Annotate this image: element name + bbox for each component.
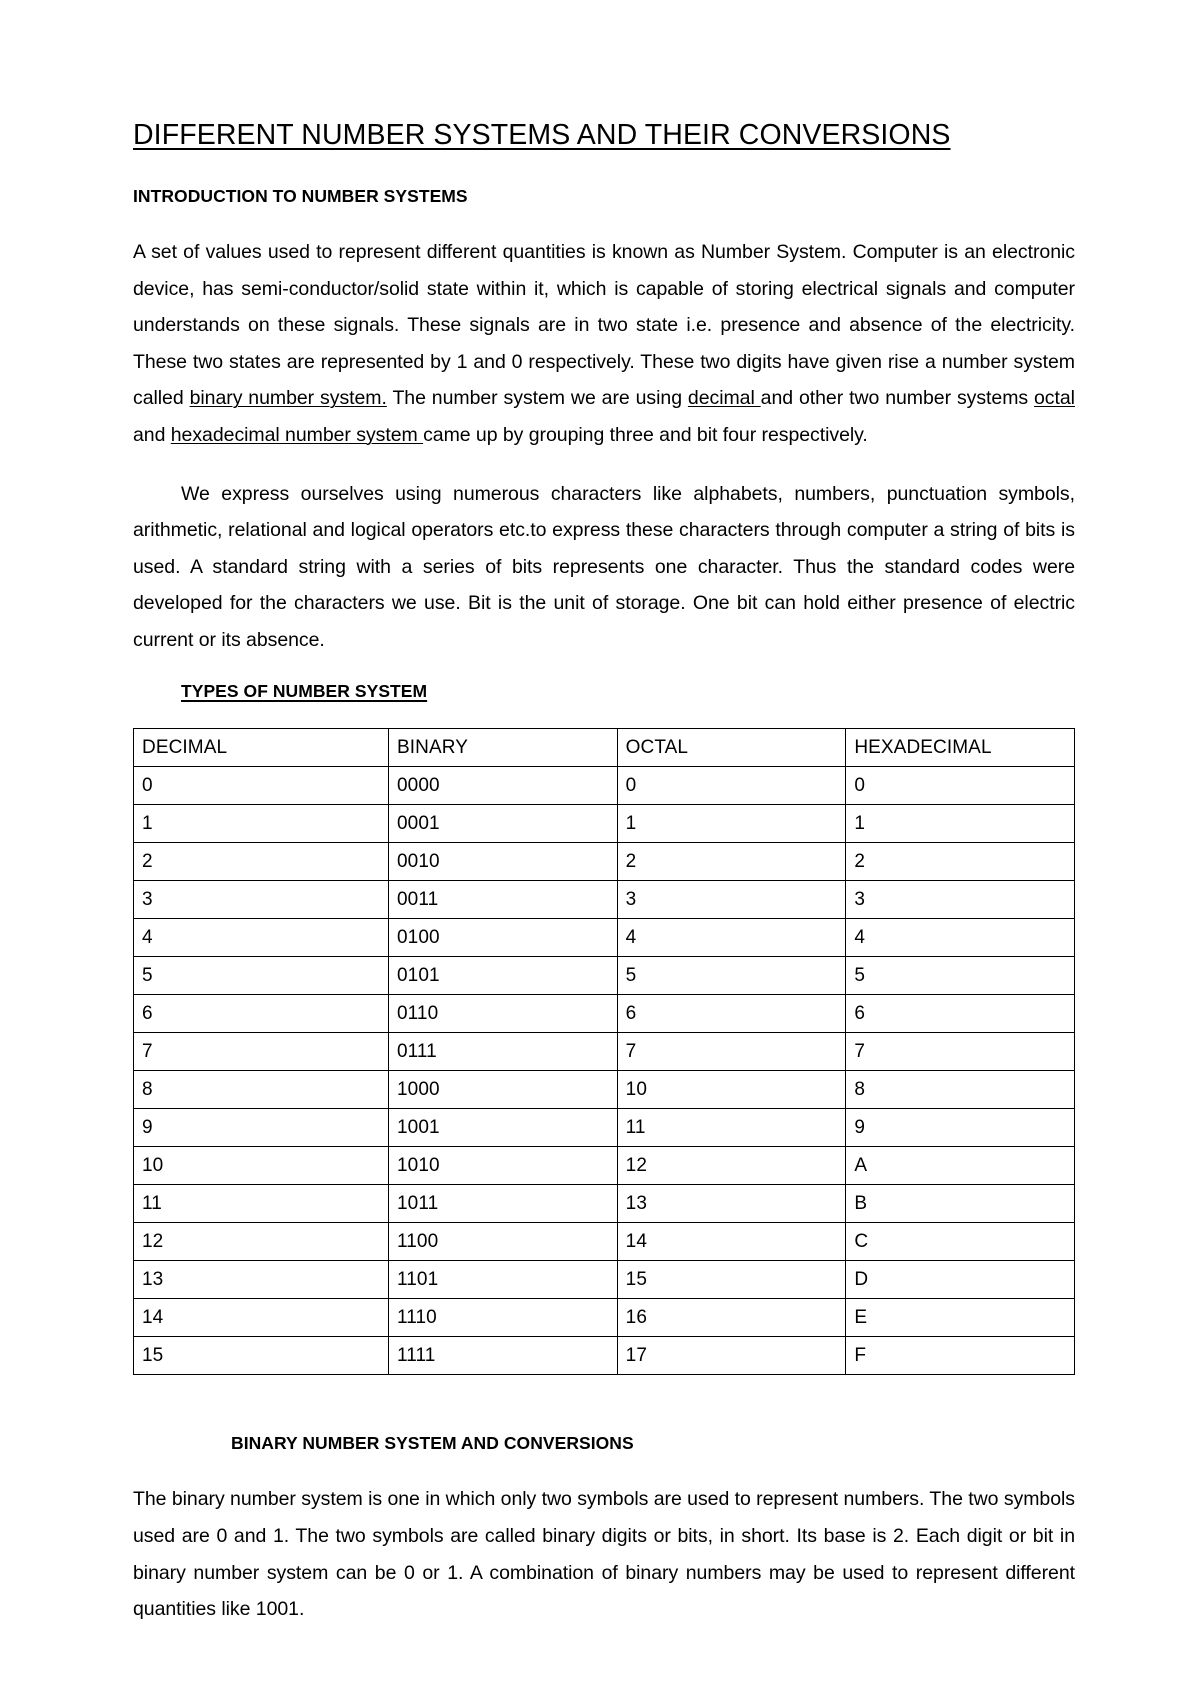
cell-decimal: 10	[134, 1147, 389, 1185]
cell-octal: 14	[617, 1223, 846, 1261]
paragraph-intro-text-4: and	[133, 424, 171, 447]
cell-hexadecimal: 7	[846, 1033, 1075, 1071]
term-octal: octal	[1034, 387, 1075, 410]
paragraph-intro	[133, 234, 1075, 454]
table-row	[134, 1299, 1075, 1337]
paragraph-characters: We express ourselves using numerous characters like alphabets, numbers, punctuation symbols, arithmetic, relational and logical operators etc.to express these characters through computer a string of bits is used. A standard string with a series of bits represents one character. Thus the standard codes were developed for the characters we use. Bit is the unit of storage. One bit can hold either presence of electric current or its absence.	[133, 482, 1075, 651]
cell-binary: 1100	[389, 1223, 618, 1261]
cell-decimal: 6	[134, 995, 389, 1033]
paragraph-intro-text-3: and other two number systems	[760, 387, 1035, 410]
cell-hexadecimal: A	[846, 1147, 1075, 1185]
column-header-hexadecimal: HEXADECIMAL	[846, 729, 1075, 767]
column-header-octal: OCTAL	[617, 729, 846, 767]
cell-binary: 0110	[389, 995, 618, 1033]
cell-binary: 0111	[389, 1033, 618, 1071]
table-row	[134, 1109, 1075, 1147]
column-header-decimal: DECIMAL	[134, 729, 389, 767]
table-row	[134, 1071, 1075, 1109]
term-hexadecimal-number-system: hexadecimal number system	[170, 424, 424, 447]
section-heading-introduction: INTRODUCTION TO NUMBER SYSTEMS	[133, 186, 468, 207]
cell-decimal: 0	[134, 767, 389, 805]
cell-binary: 1000	[389, 1071, 618, 1109]
cell-binary: 1101	[389, 1261, 618, 1299]
cell-octal: 3	[617, 881, 846, 919]
cell-decimal: 11	[134, 1185, 389, 1223]
paragraph-intro-text-2: The number system we are using	[386, 387, 688, 410]
paragraph-intro-text-5: came up by grouping three and bit four respectively.	[423, 424, 868, 447]
table-body	[134, 767, 1075, 1375]
cell-octal: 11	[617, 1109, 846, 1147]
cell-decimal: 1	[134, 805, 389, 843]
cell-binary: 1111	[389, 1337, 618, 1375]
cell-octal: 15	[617, 1261, 846, 1299]
cell-binary: 0001	[389, 805, 618, 843]
cell-octal: 17	[617, 1337, 846, 1375]
number-system-table-wrapper	[133, 728, 1075, 1375]
cell-hexadecimal: 6	[846, 995, 1075, 1033]
number-system-table	[133, 728, 1075, 1375]
table-row	[134, 1261, 1075, 1299]
cell-octal: 5	[617, 957, 846, 995]
cell-binary: 0011	[389, 881, 618, 919]
cell-decimal: 4	[134, 919, 389, 957]
cell-hexadecimal: 0	[846, 767, 1075, 805]
table-row	[134, 995, 1075, 1033]
cell-hexadecimal: F	[846, 1337, 1075, 1375]
table-row	[134, 1337, 1075, 1375]
cell-binary: 1010	[389, 1147, 618, 1185]
cell-octal: 6	[617, 995, 846, 1033]
table-row	[134, 1033, 1075, 1071]
cell-octal: 7	[617, 1033, 846, 1071]
cell-hexadecimal: 8	[846, 1071, 1075, 1109]
cell-decimal: 14	[134, 1299, 389, 1337]
cell-binary: 1001	[389, 1109, 618, 1147]
cell-hexadecimal: C	[846, 1223, 1075, 1261]
cell-hexadecimal: B	[846, 1185, 1075, 1223]
cell-binary: 0000	[389, 767, 618, 805]
cell-hexadecimal: 2	[846, 843, 1075, 881]
column-header-binary: BINARY	[389, 729, 618, 767]
table-row	[134, 881, 1075, 919]
cell-octal: 12	[617, 1147, 846, 1185]
cell-hexadecimal: D	[846, 1261, 1075, 1299]
table-row	[134, 1185, 1075, 1223]
cell-octal: 4	[617, 919, 846, 957]
table-row	[134, 919, 1075, 957]
cell-hexadecimal: 1	[846, 805, 1075, 843]
cell-hexadecimal: E	[846, 1299, 1075, 1337]
paragraph-intro-text-1: A set of values used to represent different quantities is known as Number System. Computer is an electronic device, has semi-conductor/solid state within it, which is capable of storing electrical signals and computer understands on these signals. These signals are in two state i.e. presence and absence of the electricity. These two states are represented by 1 and 0 respectively. These two digits have given rise a number system called	[133, 241, 1075, 410]
cell-binary: 0010	[389, 843, 618, 881]
cell-decimal: 12	[134, 1223, 389, 1261]
cell-decimal: 2	[134, 843, 389, 881]
table-header-row	[134, 729, 1075, 767]
cell-decimal: 8	[134, 1071, 389, 1109]
cell-binary: 1011	[389, 1185, 618, 1223]
term-binary-number-system: binary number system.	[189, 387, 387, 410]
cell-octal: 0	[617, 767, 846, 805]
table-row	[134, 767, 1075, 805]
cell-octal: 13	[617, 1185, 846, 1223]
section-heading-binary-number-system: BINARY NUMBER SYSTEM AND CONVERSIONS	[231, 1433, 634, 1454]
table-row	[134, 1147, 1075, 1185]
table-row	[134, 805, 1075, 843]
table-row	[134, 843, 1075, 881]
cell-decimal: 13	[134, 1261, 389, 1299]
cell-octal: 2	[617, 843, 846, 881]
section-heading-types-of-number-system: TYPES OF NUMBER SYSTEM	[181, 680, 428, 701]
table-row	[134, 1223, 1075, 1261]
page-title: DIFFERENT NUMBER SYSTEMS AND THEIR CONVERSIONS	[133, 119, 951, 151]
cell-hexadecimal: 3	[846, 881, 1075, 919]
table-row	[134, 957, 1075, 995]
cell-binary: 0100	[389, 919, 618, 957]
cell-decimal: 5	[134, 957, 389, 995]
cell-octal: 16	[617, 1299, 846, 1337]
cell-octal: 1	[617, 805, 846, 843]
cell-decimal: 3	[134, 881, 389, 919]
cell-binary: 1110	[389, 1299, 618, 1337]
cell-decimal: 9	[134, 1109, 389, 1147]
cell-hexadecimal: 9	[846, 1109, 1075, 1147]
cell-decimal: 7	[134, 1033, 389, 1071]
cell-decimal: 15	[134, 1337, 389, 1375]
section-spacer	[133, 1375, 1075, 1433]
cell-hexadecimal: 4	[846, 919, 1075, 957]
paragraph-binary: The binary number system is one in which only two symbols are used to represent numbers. The two symbols used are 0 and 1. The two symbols are called binary digits or bits, in short. Its base is 2. Each digit or bit in binary number system can be 0 or 1. A combination of binary numbers may be used to represent different quantities like 1001.	[133, 1488, 1075, 1621]
cell-binary: 0101	[389, 957, 618, 995]
cell-hexadecimal: 5	[846, 957, 1075, 995]
cell-octal: 10	[617, 1071, 846, 1109]
term-decimal: decimal	[687, 387, 761, 410]
